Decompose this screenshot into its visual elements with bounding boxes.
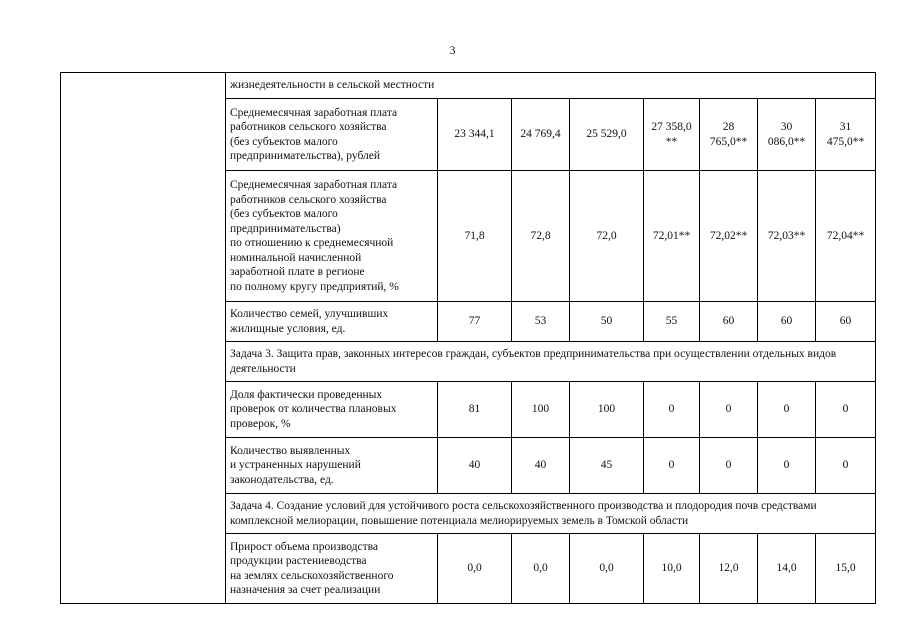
- value-cell: 12,0: [700, 534, 758, 604]
- value-cell: 0,0: [570, 534, 644, 604]
- value-cell: 60: [816, 302, 876, 342]
- value-cell: 0: [758, 382, 816, 438]
- indicators-table: [60, 72, 876, 604]
- value-cell: 77: [438, 302, 512, 342]
- value-cell: 31 475,0**: [816, 99, 876, 171]
- value-cell: 0: [816, 382, 876, 438]
- page-number: 3: [449, 43, 456, 57]
- value-cell: 0: [700, 438, 758, 494]
- indicator-name: Количество семей, улучшивших жилищные условия, ед.: [226, 302, 438, 342]
- value-cell: 0: [700, 382, 758, 438]
- value-cell: 0: [644, 438, 700, 494]
- value-cell: 50: [570, 302, 644, 342]
- value-cell: 72,04**: [816, 171, 876, 302]
- value-cell: 60: [700, 302, 758, 342]
- continuation-text: жизнедеятельности в сельской местности: [226, 73, 876, 99]
- value-cell: 72,03**: [758, 171, 816, 302]
- value-cell: 100: [570, 382, 644, 438]
- value-cell: 53: [512, 302, 570, 342]
- value-cell: 14,0: [758, 534, 816, 604]
- value-cell: 72,01**: [644, 171, 700, 302]
- task-4-heading: Задача 4. Создание условий для устойчивого роста сельскохозяйственного производства и плодородия почв средствами комплексной мелиорации, повышение потенциала мелиорируемых земель в Томской области: [226, 494, 876, 534]
- value-cell: 28 765,0**: [700, 99, 758, 171]
- table-row: [61, 73, 876, 99]
- value-cell: 45: [570, 438, 644, 494]
- value-cell: 81: [438, 382, 512, 438]
- value-cell: 72,02**: [700, 171, 758, 302]
- value-cell: 25 529,0: [570, 99, 644, 171]
- value-cell: 71,8: [438, 171, 512, 302]
- value-cell: 55: [644, 302, 700, 342]
- indicator-name: Доля фактически проведенных проверок от количества плановых проверок, %: [226, 382, 438, 438]
- value-cell: 100: [512, 382, 570, 438]
- value-cell: 0,0: [512, 534, 570, 604]
- value-cell: 0,0: [438, 534, 512, 604]
- value-cell: 15,0: [816, 534, 876, 604]
- indicator-name: Среднемесячная заработная плата работников сельского хозяйства (без субъектов малого предпринимательства) по отношению к среднемесячной номинальной начисленной заработной плате в регионе по полному кругу предприятий, %: [226, 171, 438, 302]
- value-cell: 23 344,1: [438, 99, 512, 171]
- indicator-name: Прирост объема производства продукции растениеводства на землях сельскохозяйственного назначения за счет реализации: [226, 534, 438, 604]
- left-empty-column: [61, 73, 226, 604]
- value-cell: 10,0: [644, 534, 700, 604]
- value-cell: 60: [758, 302, 816, 342]
- value-cell: 0: [816, 438, 876, 494]
- value-cell: 0: [644, 382, 700, 438]
- value-cell: 40: [438, 438, 512, 494]
- value-cell: 30 086,0**: [758, 99, 816, 171]
- value-cell: 0: [758, 438, 816, 494]
- value-cell: 72,0: [570, 171, 644, 302]
- value-cell: 72,8: [512, 171, 570, 302]
- value-cell: 40: [512, 438, 570, 494]
- value-cell: 27 358,0 **: [644, 99, 700, 171]
- task-3-heading: Задача 3. Защита прав, законных интересов граждан, субъектов предпринимательства при осуществлении отдельных видов деятельности: [226, 342, 876, 382]
- indicator-name: Количество выявленных и устраненных нарушений законодательства, ед.: [226, 438, 438, 494]
- indicator-name: Среднемесячная заработная плата работников сельского хозяйства (без субъектов малого предпринимательства), рублей: [226, 99, 438, 171]
- value-cell: 24 769,4: [512, 99, 570, 171]
